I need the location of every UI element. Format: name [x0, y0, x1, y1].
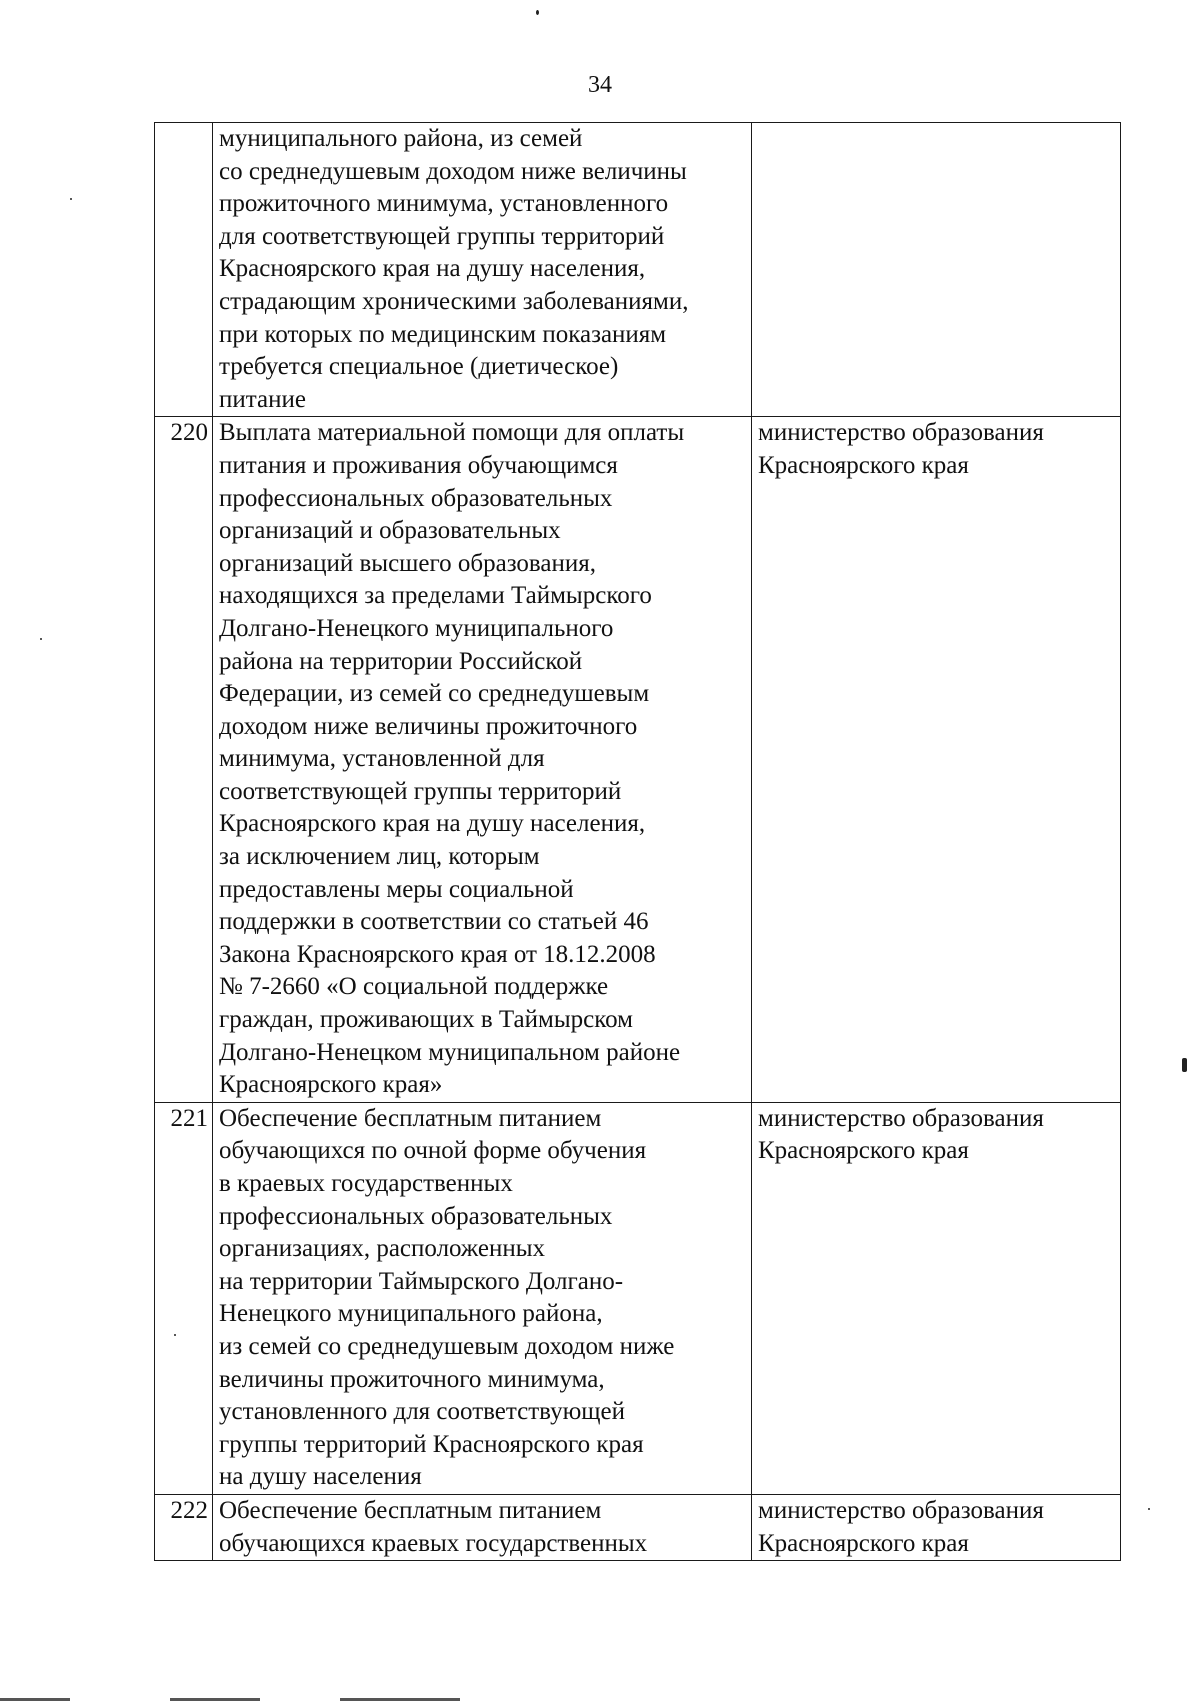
description-line: питание	[219, 385, 306, 413]
description-line: в краевых государственных	[219, 1170, 513, 1197]
table-row	[155, 1494, 1121, 1560]
description-line: Выплата материальной помощи для оплаты	[219, 419, 685, 447]
scan-speck	[70, 198, 72, 200]
responsible-organization	[752, 417, 1121, 1102]
row-number	[155, 123, 213, 417]
scan-speck	[40, 638, 42, 640]
description-line: муниципального района, из семей	[219, 125, 583, 152]
description-line: Обеспечение бесплатным питанием	[219, 1104, 602, 1132]
organization-line: министерство образования	[758, 1496, 1044, 1524]
table-row	[155, 123, 1121, 417]
description-line: предоставлены меры социальной	[219, 875, 574, 903]
description-line: соответствующей группы территорий	[219, 777, 622, 805]
description-line: Красноярского края на душу населения,	[219, 255, 646, 283]
description-line: для соответствующей группы территорий	[219, 222, 665, 250]
scan-speck	[174, 1334, 176, 1336]
scan-edge	[340, 1698, 460, 1701]
organization-line: министерство образования	[758, 1104, 1044, 1132]
organization-line: Красноярского края	[758, 1529, 969, 1557]
description-line: поддержки в соответствии со статьей 46	[219, 908, 649, 936]
table-row	[155, 1102, 1121, 1494]
description-line: профессиональных образовательных	[219, 484, 613, 512]
responsible-organization	[752, 1102, 1121, 1494]
description-line: находящихся за пределами Таймырского	[219, 582, 652, 610]
description-line: организаций и образовательных	[219, 517, 561, 545]
description-line: величины прожиточного минимума,	[219, 1365, 605, 1393]
measure-description	[213, 123, 752, 417]
measure-description	[213, 1494, 752, 1560]
scan-speck	[1182, 1058, 1187, 1072]
row-number: 222	[155, 1494, 213, 1560]
organization-line: Красноярского края	[758, 451, 969, 479]
responsible-organization	[752, 123, 1121, 417]
description-line: Долгано-Ненецкого муниципального	[219, 614, 614, 642]
description-line: Красноярского края»	[219, 1071, 443, 1099]
description-line: страдающим хроническими заболеваниями,	[219, 287, 689, 315]
description-line: организаций высшего образования,	[219, 549, 597, 577]
scan-speck	[536, 10, 539, 15]
description-line: обучающихся по очной форме обучения	[219, 1137, 647, 1165]
description-line: района на территории Российской	[219, 647, 583, 675]
responsible-organization	[752, 1494, 1121, 1560]
description-line: Ненецкого муниципального района,	[219, 1300, 603, 1328]
table-row	[155, 417, 1121, 1102]
description-line: Долгано-Ненецком муниципальном районе	[219, 1038, 681, 1066]
description-line: обучающихся краевых государственных	[219, 1529, 648, 1557]
description-line: со среднедушевым доходом ниже величины	[219, 157, 687, 185]
description-line: группы территорий Красноярского края	[219, 1430, 644, 1458]
description-line: Федерации, из семей со среднедушевым	[219, 680, 650, 708]
description-line: установленного для соответствующей	[219, 1398, 625, 1426]
description-line: на душу населения	[219, 1463, 422, 1491]
description-line: профессиональных образовательных	[219, 1202, 613, 1230]
description-line: № 7-2660 «О социальной поддержке	[219, 973, 609, 1001]
description-line: на территории Таймырского Долгано-	[219, 1267, 624, 1295]
row-number: 221	[155, 1102, 213, 1494]
scan-edge	[170, 1698, 260, 1701]
description-line: организациях, расположенных	[219, 1235, 546, 1263]
description-line: за исключением лиц, которым	[219, 843, 540, 871]
row-number: 220	[155, 417, 213, 1102]
description-line: минимума, установленной для	[219, 745, 545, 773]
description-line: из семей со среднедушевым доходом ниже	[219, 1332, 675, 1360]
measure-description	[213, 417, 752, 1102]
description-line: Обеспечение бесплатным питанием	[219, 1496, 602, 1524]
page-number: 34	[588, 72, 612, 98]
description-line: граждан, проживающих в Таймырском	[219, 1006, 633, 1034]
measures-table	[154, 122, 1121, 1561]
measure-description	[213, 1102, 752, 1494]
description-line: доходом ниже величины прожиточного	[219, 712, 638, 740]
scan-speck	[1148, 1508, 1150, 1510]
organization-line: министерство образования	[758, 419, 1044, 447]
description-line: при которых по медицинским показаниям	[219, 320, 667, 348]
description-line: Красноярского края на душу населения,	[219, 810, 646, 838]
scan-edge	[0, 1698, 70, 1701]
description-line: питания и проживания обучающимся	[219, 451, 618, 479]
organization-line: Красноярского края	[758, 1137, 969, 1165]
description-line: прожиточного минимума, установленного	[219, 190, 669, 218]
description-line: Закона Красноярского края от 18.12.2008	[219, 940, 656, 968]
description-line: требуется специальное (диетическое)	[219, 353, 619, 381]
